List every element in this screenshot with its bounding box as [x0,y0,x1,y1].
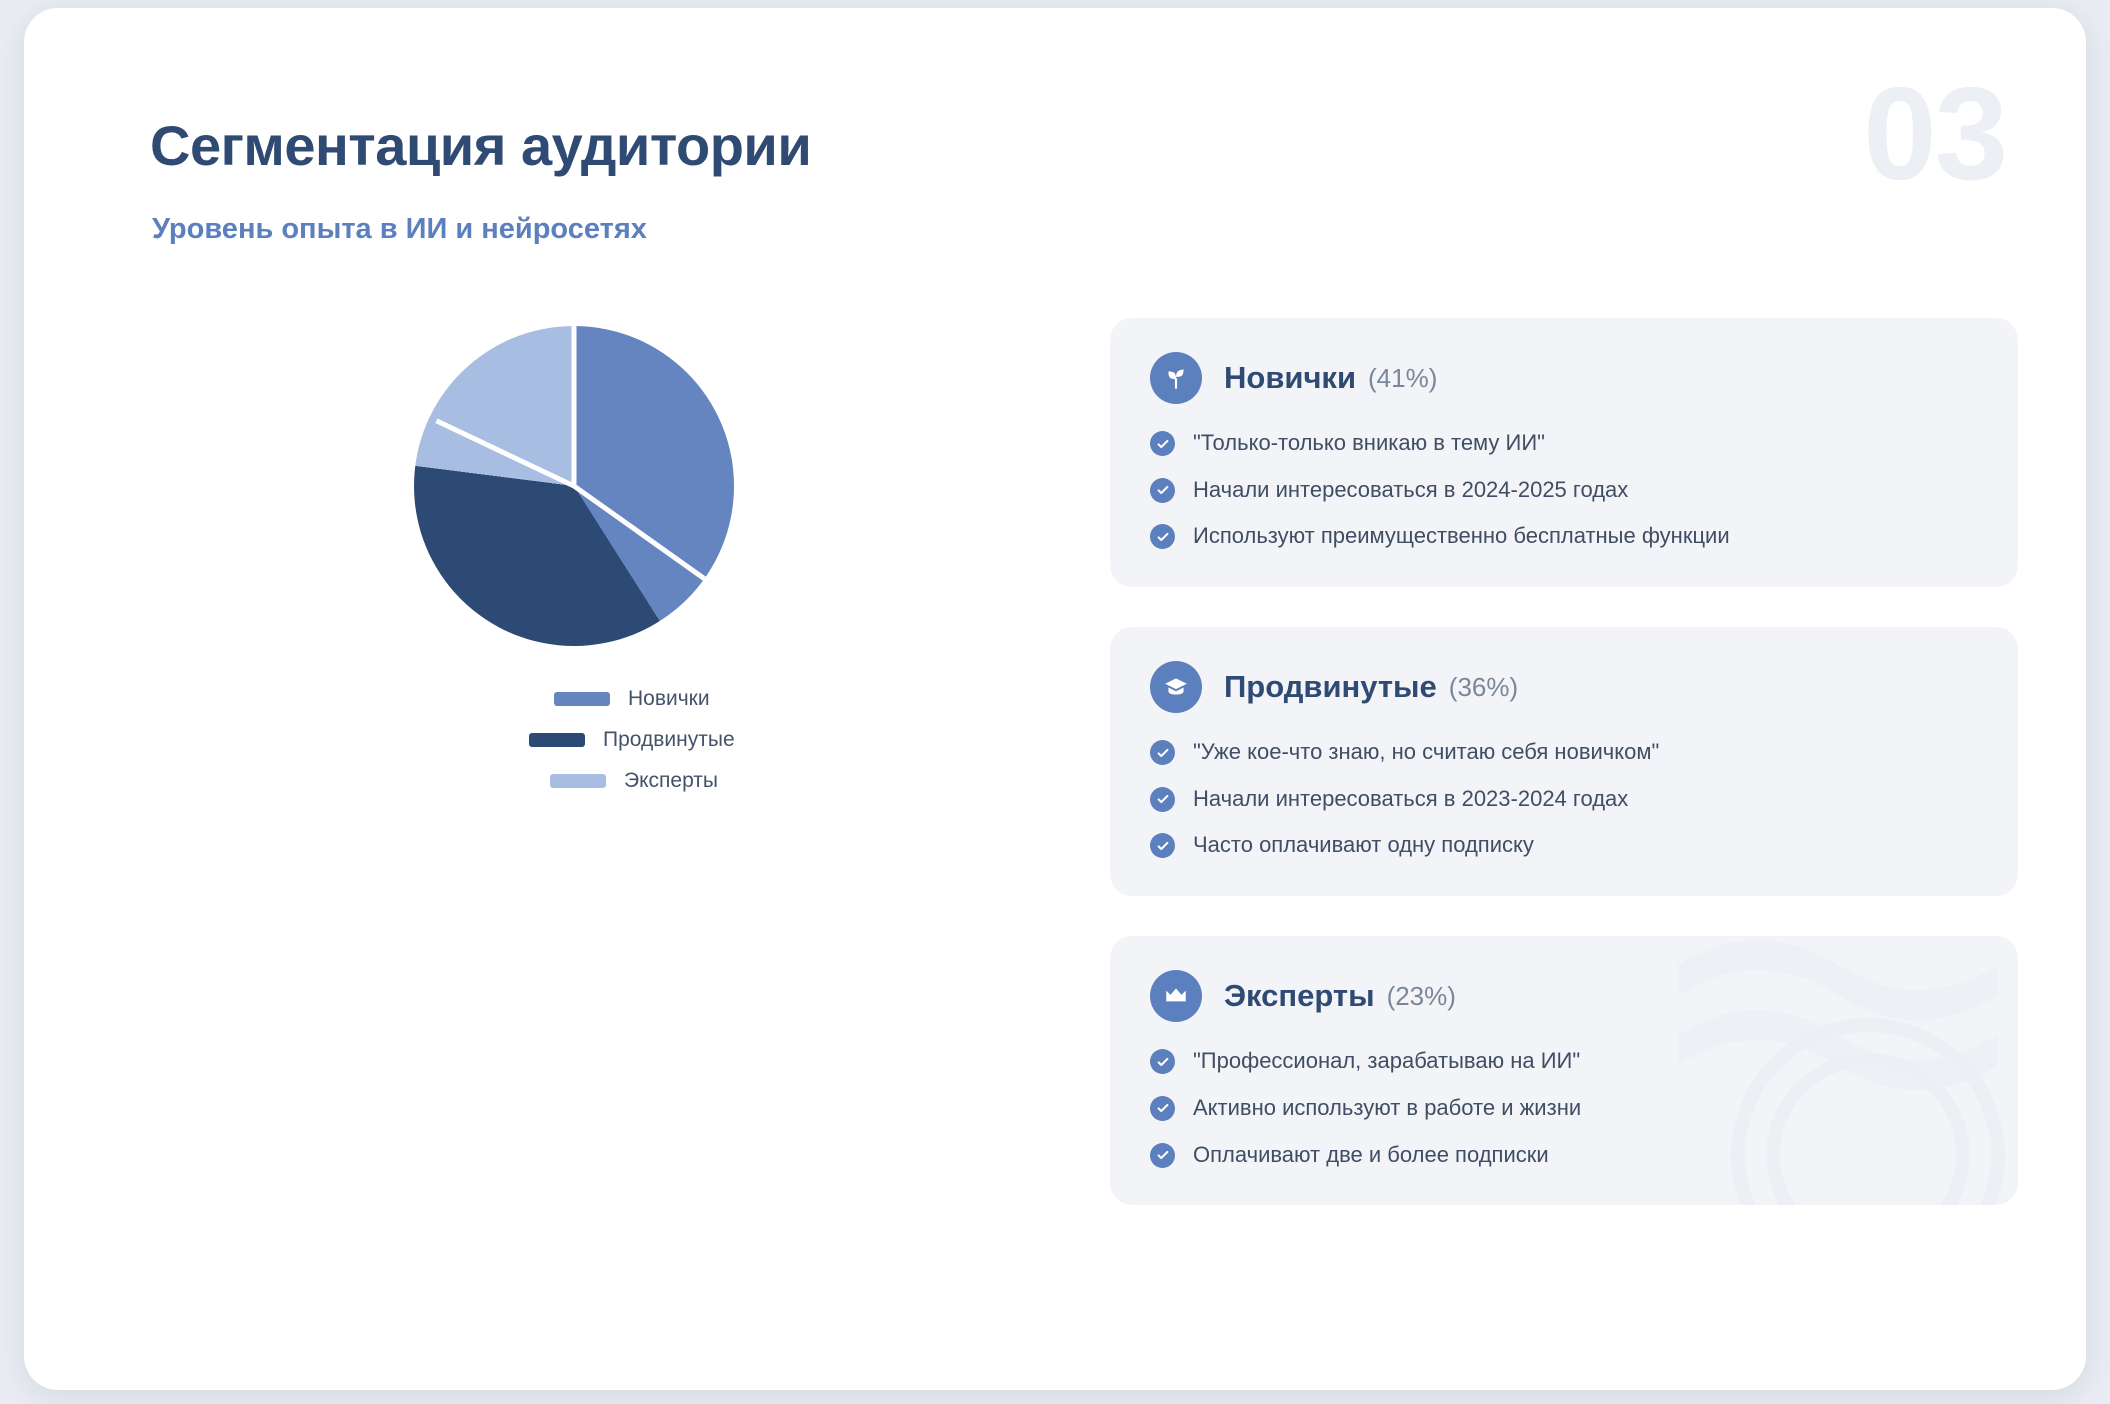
page-title: Сегментация аудитории [150,114,812,177]
card-header [1150,970,1978,1022]
segment-card-novice [1110,318,2018,587]
audience-pie-chart [144,298,1024,858]
list-item [1150,830,1978,860]
list-item [1150,475,1978,505]
card-percent: (41%) [1368,362,1438,393]
list-item-label: Начали интересоваться в 2023-2024 годах [1193,785,1629,811]
card-percent: (23%) [1386,980,1456,1011]
check-icon [1150,431,1175,456]
graduate-icon [1150,661,1202,713]
card-header [1150,661,1978,713]
pie-graphic [414,326,734,646]
list-item-label: Часто оплачивают одну подписку [1193,832,1534,858]
chart-legend [474,688,894,811]
legend-item [550,770,894,792]
check-icon [1150,833,1175,858]
list-item [1150,1046,1978,1076]
list-item-label: "Уже кое-что знаю, но считаю себя новичком" [1193,739,1660,765]
legend-swatch-icon [554,692,610,706]
list-item [1150,521,1978,551]
list-item [1150,784,1978,814]
sprout-icon [1150,352,1202,404]
check-icon [1150,740,1175,765]
segment-cards [1110,318,2018,1245]
list-item-label: Активно используют в работе и жизни [1193,1094,1582,1120]
list-item [1150,1140,1978,1170]
card-title: Эксперты [1224,978,1375,1014]
check-icon [1150,1096,1175,1121]
check-icon [1150,1143,1175,1168]
check-icon [1150,478,1175,503]
legend-item [529,729,894,751]
check-icon [1150,524,1175,549]
legend-label: Продвинутые [603,728,735,751]
slide-number: 03 [1863,60,2006,207]
check-icon [1150,1049,1175,1074]
legend-label: Эксперты [624,769,718,792]
check-icon [1150,787,1175,812]
list-item-label: "Только-только вникаю в тему ИИ" [1193,430,1545,455]
list-item-label: "Профессионал, зарабатываю на ИИ" [1193,1048,1581,1074]
card-title: Новички [1224,360,1357,395]
card-header [1150,352,1978,404]
list-item [1150,428,1978,458]
list-item-label: Оплачивают две и более подписки [1193,1141,1549,1167]
page-subtitle: Уровень опыта в ИИ и нейросетях [152,213,647,245]
pie-slice-dividers [414,326,734,646]
card-percent: (36%) [1448,671,1519,702]
list-item [1150,1093,1978,1123]
legend-swatch-icon [550,774,606,788]
segment-card-expert [1110,936,2018,1205]
legend-label: Новички [628,687,710,710]
slide [24,8,2086,1390]
list-item [1150,737,1978,767]
segment-card-advanced [1110,627,2018,896]
list-item-label: Начали интересоваться в 2024-2025 годах [1193,476,1629,502]
legend-item [554,688,894,710]
legend-swatch-icon [529,733,585,747]
card-title: Продвинутые [1224,669,1437,705]
list-item-label: Используют преимущественно бесплатные функции [1193,523,1730,549]
crown-icon [1150,970,1202,1022]
